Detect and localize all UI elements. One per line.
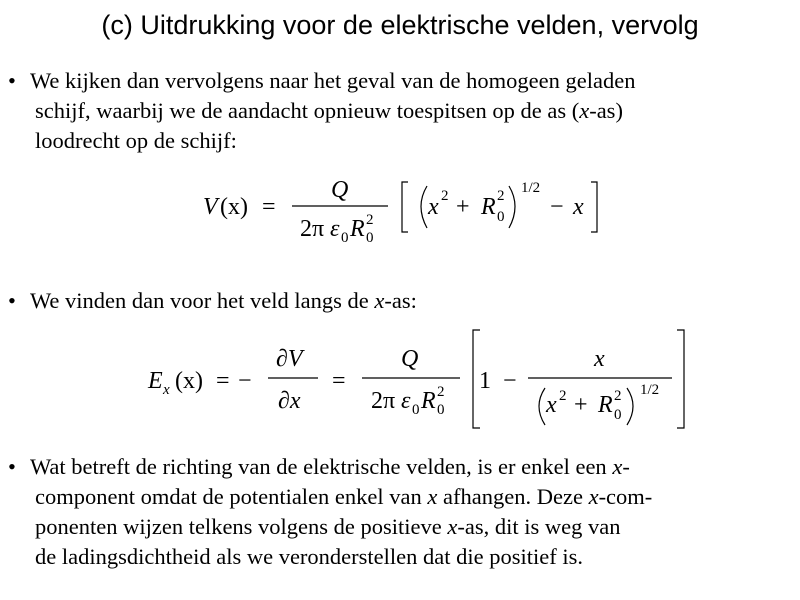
bullet-marker: • <box>8 454 16 479</box>
bullet-3-text-3a: ponenten wijzen telkens volgens de positieve <box>35 514 448 539</box>
eq2-frac-R: R <box>598 392 613 418</box>
eq2-frac-x-sup: 2 <box>559 388 567 404</box>
bullet-1 <box>8 66 635 156</box>
eq1-equals: = <box>262 194 276 220</box>
eq2-den-eps-sub: 0 <box>412 402 420 418</box>
bullet-2-line-1 <box>8 286 417 316</box>
bullet-3-text-1a: Wat betreft de richting van de elektrische velden, is er enkel een <box>30 454 613 479</box>
var-x: x <box>588 484 599 509</box>
eq1-den-R-sub: 0 <box>366 230 374 246</box>
eq1-den-2pi: 2π <box>300 216 325 242</box>
eq1-R-sub: 0 <box>497 209 505 225</box>
eq2-den-R-sup: 2 <box>437 384 445 400</box>
eq2-frac-x: x <box>546 392 557 418</box>
eq2-right-bracket <box>677 330 684 428</box>
bullet-3-text-1b: - <box>622 454 630 479</box>
eq2-den-eps: ε <box>401 388 411 414</box>
equation-potential <box>0 170 800 250</box>
eq2-frac-plus: + <box>574 392 588 418</box>
var-x: x <box>374 288 385 313</box>
var-x: x <box>447 514 458 539</box>
bullet-3-text-2c: -com- <box>598 484 653 509</box>
eq1-left-bracket <box>402 182 408 232</box>
eq2-den-R: R <box>421 388 436 414</box>
var-x: x <box>579 98 590 123</box>
eq1-x-end: x <box>573 194 584 220</box>
eq1-exponent-half: 1/2 <box>521 180 541 196</box>
bullet-3-line-3 <box>8 512 652 542</box>
eq2-left-paren <box>539 388 545 425</box>
bullet-1-line-1 <box>8 66 635 96</box>
eq1-den-eps: ε <box>330 216 340 242</box>
eq2-right-paren <box>627 388 633 425</box>
equation-field <box>0 328 800 434</box>
eq2-exponent-half: 1/2 <box>640 382 660 398</box>
eq1-R: R <box>481 194 496 220</box>
eq2-frac-R-sup: 2 <box>614 388 622 404</box>
eq1-x-sup: 2 <box>441 188 449 204</box>
slide-title: (c) Uitdrukking voor de elektrische velden, vervolg <box>101 10 699 40</box>
bullet-3 <box>8 452 652 572</box>
eq1-R-sup: 2 <box>497 188 505 204</box>
eq1-numerator: Q <box>331 177 349 203</box>
eq1-right-bracket <box>591 182 597 232</box>
eq2-deriv-num: ∂V <box>276 346 303 372</box>
eq1-den-R: R <box>350 216 365 242</box>
bullet-3-line-4 <box>8 542 652 572</box>
eq2-frac-num: x <box>594 346 605 372</box>
eq2-negative: − <box>238 368 252 394</box>
eq2-arg: (x) <box>175 368 203 394</box>
eq1-minus: − <box>550 194 564 220</box>
eq1-right-paren <box>509 186 515 228</box>
eq2-numerator: Q <box>401 346 419 372</box>
bullet-1-line-3 <box>8 126 635 156</box>
eq2-deriv-den: ∂x <box>278 388 301 414</box>
bullet-1-text-2a: schijf, waarbij we de aandacht opnieuw toespitsen op de as ( <box>35 98 580 123</box>
bullet-1-text-2b: -as) <box>589 98 623 123</box>
bullet-3-text-2b: afhangen. Deze <box>437 484 589 509</box>
bullet-1-text-3: loodrecht op de schijf: <box>35 128 237 153</box>
eq2-equals-1: = <box>216 368 230 394</box>
bullet-1-text-1: We kijken dan vervolgens naar het geval van de homogeen geladen <box>30 68 636 93</box>
eq2-one: 1 <box>479 368 491 394</box>
bullet-3-line-2 <box>8 482 652 512</box>
var-x: x <box>427 484 438 509</box>
bullet-3-text-3b: -as, dit is weg van <box>457 514 621 539</box>
bullet-2 <box>8 286 417 316</box>
eq1-left-paren <box>421 186 427 228</box>
eq1-lhs-fn: V <box>203 194 218 220</box>
bullet-3-line-1 <box>8 452 652 482</box>
eq1-den-eps-sub: 0 <box>341 230 349 246</box>
eq2-minus: − <box>503 368 517 394</box>
eq2-E: E <box>148 368 163 394</box>
bullet-3-text-4: de ladingsdichtheid als we veronderstellen dat die positief is. <box>35 544 583 569</box>
eq2-frac-R-sub: 0 <box>614 407 622 423</box>
eq2-den-2pi: 2π <box>371 388 396 414</box>
eq1-plus: + <box>456 194 470 220</box>
bullet-3-text-2a: component omdat de potentialen enkel van <box>35 484 428 509</box>
bullet-2-text-a: We vinden dan voor het veld langs de <box>30 288 375 313</box>
bullet-marker: • <box>8 288 16 313</box>
bullet-1-line-2 <box>8 96 635 126</box>
eq1-x: x <box>428 194 439 220</box>
eq2-equals-2: = <box>332 368 346 394</box>
bullet-marker: • <box>8 68 16 93</box>
var-x: x <box>612 454 623 479</box>
bullet-2-text-b: -as: <box>384 288 417 313</box>
eq2-E-sub: x <box>163 382 170 398</box>
eq1-den-R-sup: 2 <box>366 212 374 228</box>
eq1-lhs-arg: (x) <box>220 194 248 220</box>
eq2-den-R-sub: 0 <box>437 402 445 418</box>
